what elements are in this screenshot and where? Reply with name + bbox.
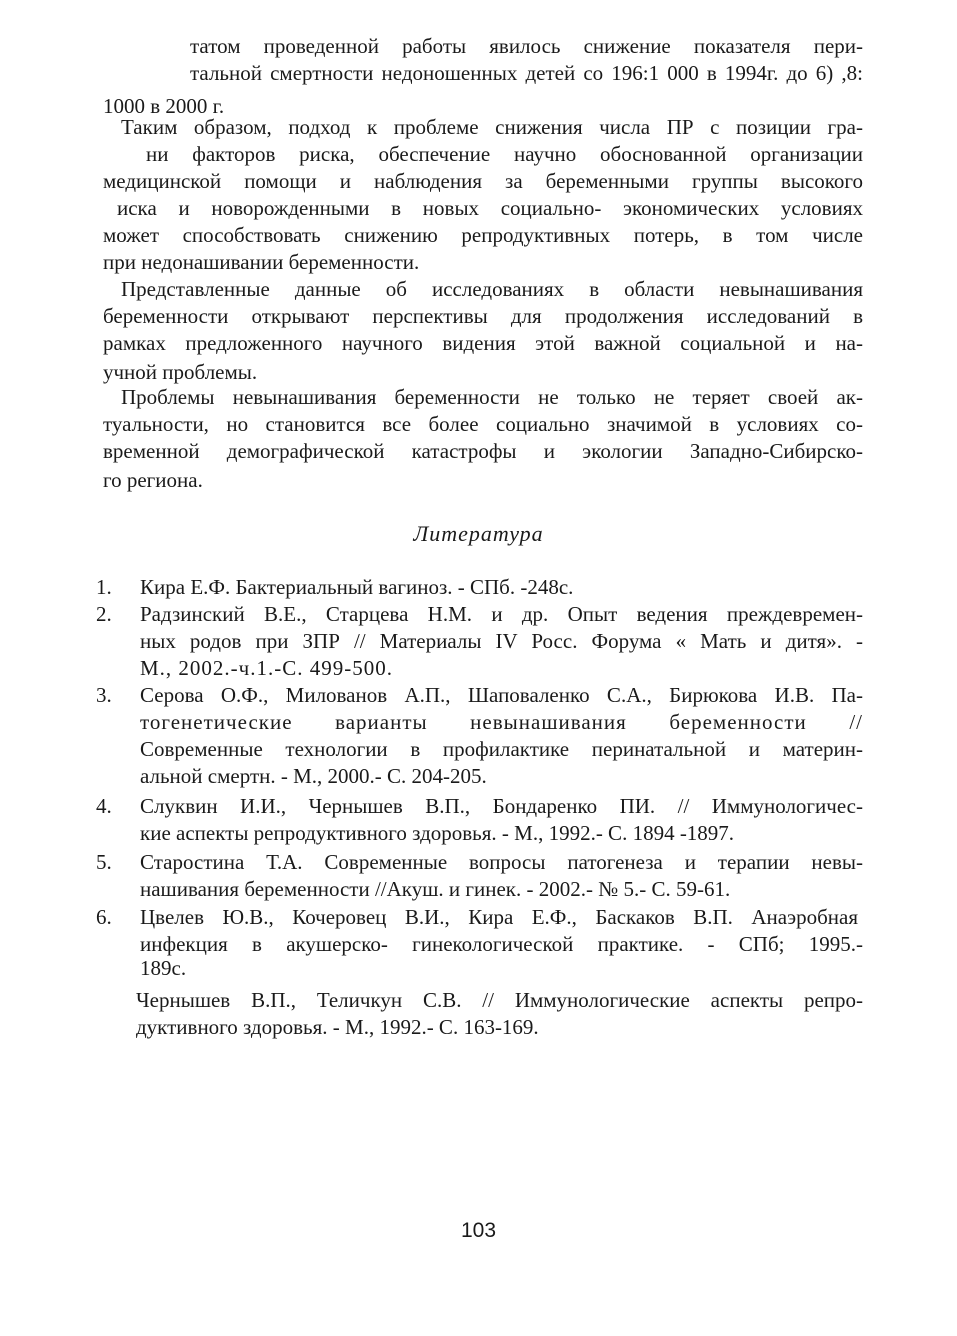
reference-line: М., 2002.-ч.1.-С. 499-500.	[140, 656, 393, 680]
reference-line: кие аспекты репродуктивного здоровья. - М., 1992.- С. 1894 -1897.	[140, 821, 735, 845]
reference-line: Цвелев Ю.В., Кочеровец В.И., Кира Е.Ф., Баскаков В.П. Анаэробная	[140, 905, 858, 929]
reference-line: инфекция в акушерско- гинекологической практике. - СПб; 1995.-	[140, 932, 863, 956]
reference-number: 5.	[96, 850, 112, 874]
paragraph-line: учной проблемы.	[103, 360, 258, 384]
paragraph-line: татом проведенной работы явилось снижение показателя пери-	[190, 34, 863, 58]
reference-number: 1.	[96, 575, 112, 599]
paragraph-line: рамках предложенного научного видения этой важной социальной и на-	[103, 331, 863, 355]
paragraph-line: Представленные данные об исследованиях в области невынашивания	[121, 277, 863, 301]
reference-number: 3.	[96, 683, 112, 707]
reference-line: Радзинский В.Е., Старцева Н.М. и др. Опыт ведения преждевремен-	[140, 602, 863, 626]
reference-line: 189с.	[140, 956, 187, 980]
paragraph-line: при недонашивании беременности.	[103, 250, 420, 274]
page-number: 103	[460, 1219, 497, 1242]
paragraph-line: беременности открывают перспективы для продолжения исследований в	[103, 304, 863, 328]
reference-line: дуктивного здоровья. - М., 1992.- С. 163-169.	[136, 1015, 539, 1039]
paragraph-line: может способствовать снижению репродуктивных потерь, в том числе	[103, 223, 863, 247]
paragraph-line: Проблемы невынашивания беременности не только не теряет своей ак-	[121, 385, 863, 409]
paragraph-line: ни факторов риска, обеспечение научно обоснованной организации	[146, 142, 863, 166]
paragraph-line: временной демографической катастрофы и экологии Западно-Сибирско-	[103, 439, 863, 463]
reference-line: Слуквин И.И., Чернышев В.П., Бондаренко ПИ. // Иммунологичес-	[140, 794, 863, 818]
paragraph-line: туальности, но становится все более социально значимой в условиях со-	[103, 412, 863, 436]
reference-line: нашивания беременности //Акуш. и гинек. - 2002.- № 5.- С. 59-61.	[140, 877, 731, 901]
reference-line: Серова О.Ф., Милованов А.П., Шаповаленко С.А., Бирюкова И.В. Па-	[140, 683, 863, 707]
reference-line: Кира Е.Ф. Бактериальный вагиноз. - СПб. -248с.	[140, 575, 574, 599]
reference-line: тогенетические варианты невынашивания беременности //	[140, 710, 863, 734]
references-heading: Литература	[413, 521, 544, 546]
paragraph-line: 1000 в 2000 г.	[103, 94, 225, 118]
reference-number: 4.	[96, 794, 112, 818]
reference-line: ных родов при ЗПР // Материалы IV Росс. Форума « Мать и дитя». -	[140, 629, 863, 653]
reference-number: 2.	[96, 602, 112, 626]
reference-number: 6.	[96, 905, 112, 929]
paragraph-line: Таким образом, подход к проблеме снижения числа ПР с позиции гра-	[121, 115, 863, 139]
paragraph-line: го региона.	[103, 468, 203, 492]
reference-line: Старостина Т.А. Современные вопросы патогенеза и терапии невы-	[140, 850, 863, 874]
reference-line: альной смертн. - М., 2000.- С. 204-205.	[140, 764, 487, 788]
paragraph-line: медицинской помощи и наблюдения за беременными группы высокого	[103, 169, 863, 193]
paragraph-line: тальной смертности недоношенных детей со 196:1 000 в 1994г. до 6) ,8:	[190, 61, 863, 85]
paragraph-line: иска и новорожденными в новых социально- экономических условиях	[117, 196, 863, 220]
reference-line: Чернышев В.П., Теличкун С.В. // Иммунологические аспекты репро-	[136, 988, 863, 1012]
reference-line: Современные технологии в профилактике перинатальной и материн-	[140, 737, 863, 761]
